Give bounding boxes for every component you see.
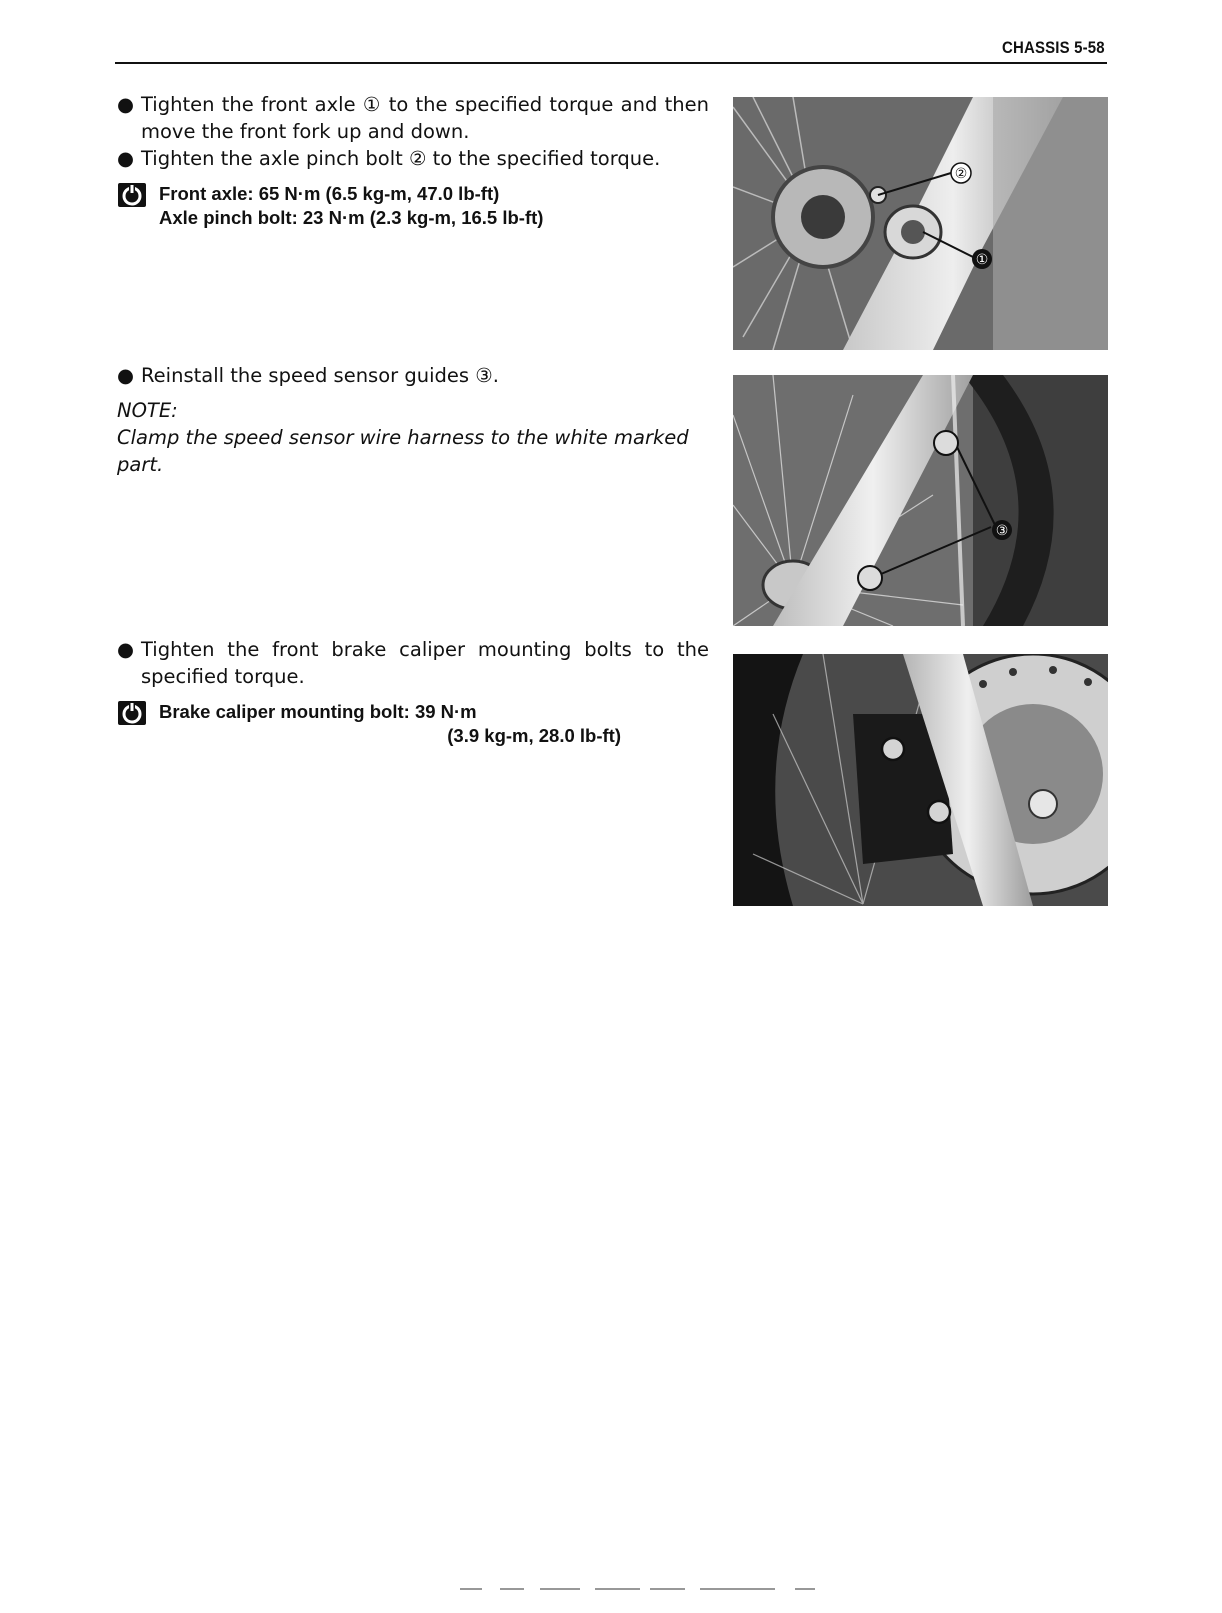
bullet-text: Tighten the axle pinch bolt ② to the specified torque. bbox=[141, 147, 661, 170]
header-rule bbox=[115, 62, 1107, 64]
note-text: Clamp the speed sensor wire harness to the white marked part. bbox=[117, 426, 689, 476]
step-brake-caliper bbox=[117, 636, 709, 748]
photo-speed-sensor-guides bbox=[733, 375, 1108, 626]
callout-1: ① bbox=[975, 252, 989, 268]
step-front-axle bbox=[117, 91, 709, 230]
bullet-text: Tighten the front axle ① to the specified torque and then move the front fork up and down. bbox=[141, 93, 709, 143]
bullet-dot-icon: ● bbox=[117, 93, 135, 116]
spec-front-axle: Front axle: 65 N·m (6.5 kg-m, 47.0 lb-ft) bbox=[159, 183, 500, 204]
torque-wrench-icon bbox=[117, 700, 147, 726]
callout-3: ③ bbox=[995, 523, 1009, 539]
photo-brake-caliper bbox=[733, 654, 1108, 906]
bullet-dot-icon: ● bbox=[117, 364, 135, 387]
bullet-text: Reinstall the speed sensor guides ③. bbox=[141, 364, 499, 387]
photo-front-axle bbox=[733, 97, 1108, 350]
callout-2: ② bbox=[954, 166, 968, 182]
footer-dashes bbox=[460, 1587, 840, 1591]
step-speed-sensor-guides bbox=[117, 362, 709, 478]
bullet-dot-icon: ● bbox=[117, 638, 135, 661]
bullet-item bbox=[117, 636, 709, 690]
bullet-item bbox=[117, 91, 709, 145]
bullet-dot-icon: ● bbox=[117, 147, 135, 170]
spec-brake-caliper-bolt: Brake caliper mounting bolt: 39 N·m bbox=[159, 701, 477, 722]
note-title: NOTE: bbox=[117, 399, 178, 422]
torque-spec bbox=[117, 182, 709, 230]
bullet-item bbox=[117, 362, 709, 389]
bullet-item bbox=[117, 145, 709, 172]
spec-axle-pinch-bolt: Axle pinch bolt: 23 N·m (2.3 kg-m, 16.5 lb-ft) bbox=[159, 207, 544, 228]
torque-spec bbox=[117, 700, 709, 748]
spec-brake-caliper-bolt-imperial: (3.9 kg-m, 28.0 lb-ft) bbox=[447, 725, 621, 746]
page-label: CHASSIS 5-58 bbox=[1002, 38, 1105, 57]
bullet-text: Tighten the front brake caliper mounting bolts to the specified torque. bbox=[141, 638, 709, 688]
torque-wrench-icon bbox=[117, 182, 147, 208]
